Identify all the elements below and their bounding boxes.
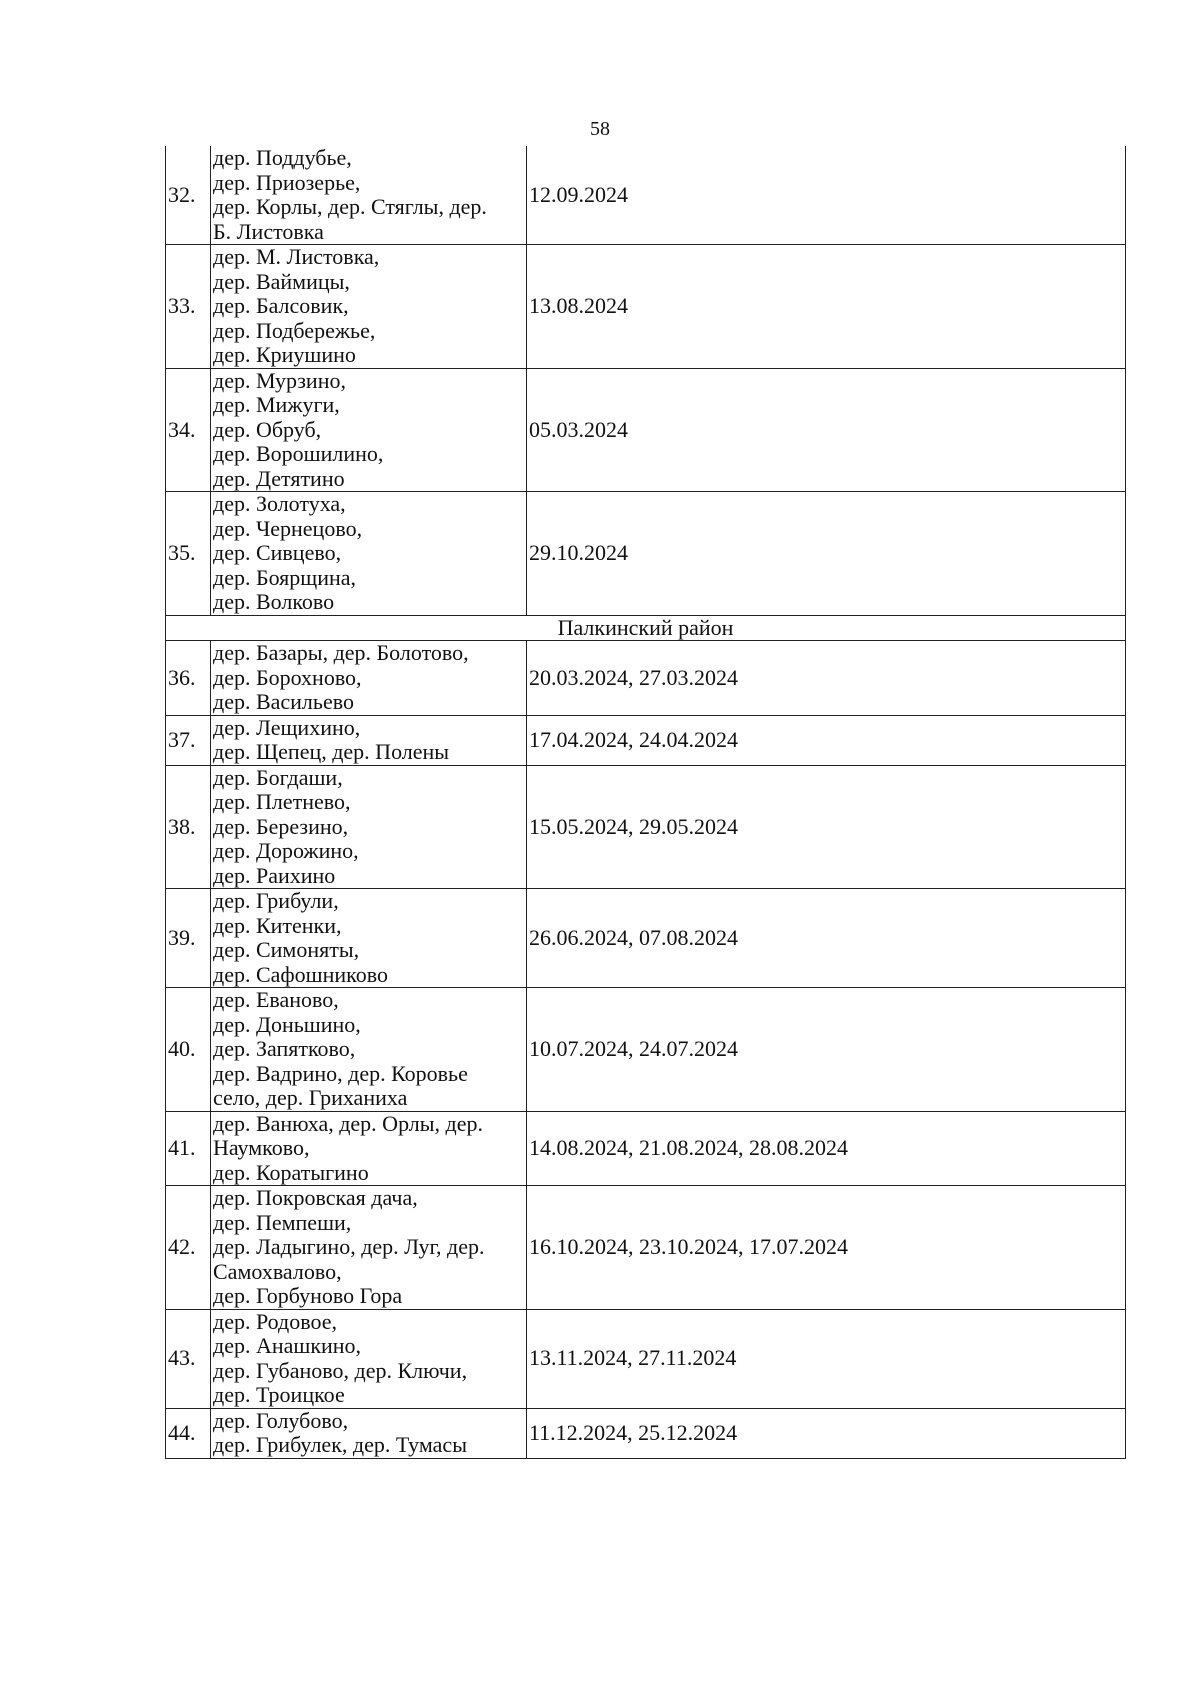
row-number: 40. [166,988,211,1112]
row-number: 41. [166,1111,211,1186]
settlement-line: дер. Волково [213,589,335,614]
settlement-line: дер. Мижуги, [213,392,340,417]
row-number: 33. [166,245,211,369]
dates-cell: 26.06.2024, 07.08.2024 [527,889,1126,988]
settlements-cell [211,368,527,492]
table-row [166,1408,1126,1458]
settlement-line: дер. Васильево [213,689,354,714]
settlement-line: дер. Лещихино, [213,714,361,740]
settlement-line: дер. Базары, дер. Болотово, [213,640,469,665]
settlement-line: дер. Боярщина, [213,564,357,590]
table-row [166,715,1126,765]
settlement-line: дер. Плетнево, [213,789,351,814]
settlement-line: дер. М. Листовка, [213,244,380,269]
settlement-line: дер. Пемпеши, [213,1209,352,1235]
dates-cell: 10.07.2024, 24.07.2024 [527,988,1126,1112]
settlement-line: дер. Горбуново Гора [213,1283,403,1308]
settlement-line: дер. Ворошилино, [213,441,384,466]
settlement-line: дер. Приозерье, [213,169,361,195]
settlement-line: дер. Троицкое [213,1382,345,1407]
settlement-line: дер. Голубово, [213,1407,349,1433]
schedule-table [165,146,1126,1459]
dates-cell: 20.03.2024, 27.03.2024 [527,641,1126,716]
settlement-line: дер. Мурзино, [213,367,346,393]
table-row [166,1111,1126,1186]
settlement-line: дер. Богдаши, [213,764,343,790]
row-number: 44. [166,1408,211,1458]
row-number: 36. [166,641,211,716]
settlement-line: село, дер. Гриханиха [213,1085,408,1110]
settlement-line: Б. Листовка [213,218,324,244]
settlement-line: дер. Родовое, [213,1308,337,1334]
dates-cell: 14.08.2024, 21.08.2024, 28.08.2024 [527,1111,1126,1186]
dates-cell: 13.08.2024 [527,245,1126,369]
section-header-row [166,615,1126,641]
row-number: 43. [166,1309,211,1408]
dates-cell: 13.11.2024, 27.11.2024 [527,1309,1126,1408]
dates-cell: 15.05.2024, 29.05.2024 [527,765,1126,889]
row-number: 32. [166,146,211,245]
settlements-cell [211,245,527,369]
settlement-line: дер. Доньшино, [213,1011,361,1037]
settlement-line: дер. Борохново, [213,664,362,690]
dates-cell: 05.03.2024 [527,368,1126,492]
settlement-line: дер. Поддубье, [213,145,352,170]
settlement-line: дер. Запятково, [213,1036,356,1061]
settlements-cell [211,889,527,988]
table-row [166,1309,1126,1408]
settlement-line: дер. Покровская дача, [213,1185,418,1210]
section-title: Палкинский район [166,615,1126,641]
table-row [166,988,1126,1112]
settlement-line: дер. Анашкино, [213,1333,362,1358]
settlement-line: дер. Губаново, дер. Ключи, [213,1357,468,1383]
dates-cell: 17.04.2024, 24.04.2024 [527,715,1126,765]
table-row [166,765,1126,889]
settlement-line: дер. Щепец, дер. Полены [213,739,450,764]
settlement-line: дер. Березино, [213,813,349,839]
settlement-line: дер. Криушино [213,342,356,367]
row-number: 42. [166,1186,211,1310]
settlement-line: дер. Грибули, [213,888,339,913]
settlement-line: дер. Балсовик, [213,293,349,318]
page-number: 58 [590,118,610,140]
settlement-line: дер. Золотуха, [213,491,346,516]
settlement-line: дер. Китенки, [213,912,342,938]
schedule-table-body [166,146,1126,1458]
row-number: 38. [166,765,211,889]
dates-cell: 11.12.2024, 25.12.2024 [527,1408,1126,1458]
settlement-line: дер. Ладыгино, дер. Луг, дер. [213,1234,485,1259]
table-row [166,889,1126,988]
settlement-line: дер. Детятино [213,465,345,491]
table-row [166,492,1126,616]
row-number: 35. [166,492,211,616]
settlement-line: дер. Сивцево, [213,540,342,565]
settlement-line: дер. Корлы, дер. Стяглы, дер. [213,194,487,219]
settlements-cell [211,641,527,716]
settlement-line: дер. Сафошниково [213,961,388,987]
table-row [166,1186,1126,1310]
settlement-line: дер. Дорожино, [213,838,359,863]
row-number: 37. [166,715,211,765]
settlements-cell [211,988,527,1112]
settlements-cell [211,1186,527,1310]
settlement-line: дер. Вадрино, дер. Коровье [213,1060,468,1086]
settlement-line: дер. Грибулек, дер. Тумасы [213,1432,467,1457]
settlements-cell [211,1111,527,1186]
settlement-line: дер. Еваново, [213,987,339,1012]
dates-cell: 12.09.2024 [527,146,1126,245]
dates-cell: 29.10.2024 [527,492,1126,616]
settlement-line: Наумково, [213,1135,310,1160]
settlement-line: Самохвалово, [213,1258,342,1284]
settlement-line: дер. Подбережье, [213,317,376,343]
settlement-line: дер. Ванюха, дер. Орлы, дер. [213,1110,483,1136]
settlement-line: дер. Ваймицы, [213,268,350,294]
settlement-line: дер. Коратыгино [213,1159,369,1185]
settlements-cell [211,492,527,616]
settlement-line: дер. Раихино [213,862,336,888]
row-number: 34. [166,368,211,492]
settlements-cell [211,1408,527,1458]
row-number: 39. [166,889,211,988]
settlements-cell [211,715,527,765]
dates-cell: 16.10.2024, 23.10.2024, 17.07.2024 [527,1186,1126,1310]
settlement-line: дер. Обруб, [213,416,322,442]
settlements-cell [211,765,527,889]
table-row [166,368,1126,492]
settlements-cell [211,1309,527,1408]
settlement-line: дер. Чернецово, [213,515,363,541]
settlements-cell [211,146,527,245]
table-row [166,245,1126,369]
table-row [166,146,1126,245]
settlement-line: дер. Симоняты, [213,937,360,962]
table-row [166,641,1126,716]
